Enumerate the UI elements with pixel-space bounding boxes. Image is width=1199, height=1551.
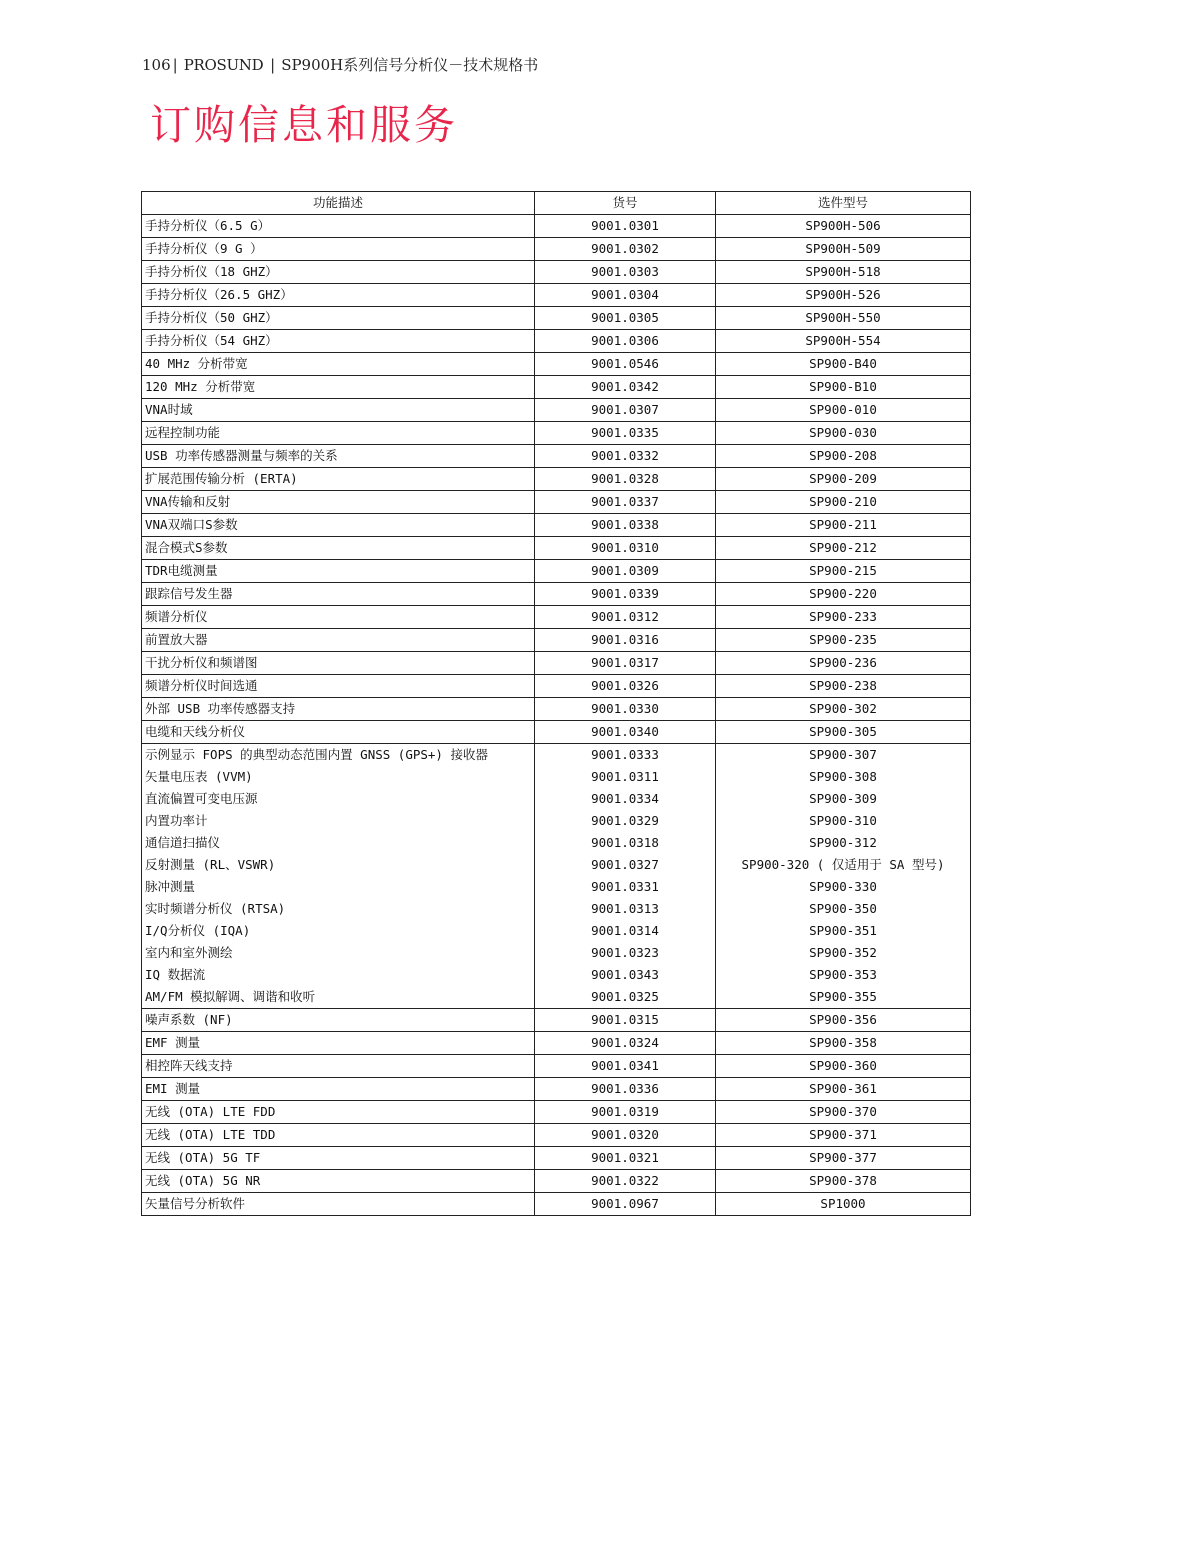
brand-name: PROSUND — [183, 56, 264, 74]
part-number: 9001.0335 — [535, 422, 716, 445]
part-number: 9001.0318 — [535, 832, 716, 854]
option-model: SP900-211 — [716, 514, 971, 537]
option-description: IQ 数据流 — [142, 964, 535, 986]
option-description: 矢量信号分析软件 — [142, 1193, 535, 1216]
option-model: SP900-220 — [716, 583, 971, 606]
option-description: 手持分析仪（26.5 GHZ） — [142, 284, 535, 307]
table-row — [142, 399, 971, 422]
part-number: 9001.0343 — [535, 964, 716, 986]
option-description: 无线 (OTA) 5G NR — [142, 1170, 535, 1193]
page-number: 106 — [142, 56, 171, 74]
option-model: SP900-210 — [716, 491, 971, 514]
option-model: SP900H-518 — [716, 261, 971, 284]
option-description: VNA时域 — [142, 399, 535, 422]
part-number: 9001.0326 — [535, 675, 716, 698]
part-number: 9001.0309 — [535, 560, 716, 583]
option-model: SP900-361 — [716, 1078, 971, 1101]
option-description: 手持分析仪（50 GHZ） — [142, 307, 535, 330]
part-number: 9001.0322 — [535, 1170, 716, 1193]
part-number: 9001.0301 — [535, 215, 716, 238]
option-description: 通信道扫描仪 — [142, 832, 535, 854]
part-number: 9001.0329 — [535, 810, 716, 832]
option-model: SP900-305 — [716, 721, 971, 744]
option-description: USB 功率传感器测量与频率的关系 — [142, 445, 535, 468]
column-header-option-model: 选件型号 — [716, 192, 971, 215]
part-number: 9001.0967 — [535, 1193, 716, 1216]
option-description: 矢量电压表 (VVM) — [142, 766, 535, 788]
table-row — [142, 721, 971, 744]
table-row — [142, 330, 971, 353]
part-number: 9001.0333 — [535, 744, 716, 767]
option-description: 内置功率计 — [142, 810, 535, 832]
option-model: SP900-356 — [716, 1009, 971, 1032]
option-model: SP900H-554 — [716, 330, 971, 353]
part-number: 9001.0325 — [535, 986, 716, 1009]
option-description: TDR电缆测量 — [142, 560, 535, 583]
table-row — [142, 514, 971, 537]
header-separator: | — [265, 56, 276, 74]
option-description: 手持分析仪（54 GHZ） — [142, 330, 535, 353]
table-row — [142, 215, 971, 238]
option-description: 40 MHz 分析带宽 — [142, 353, 535, 376]
table-row — [142, 491, 971, 514]
option-model: SP900-236 — [716, 652, 971, 675]
table-row — [142, 1055, 971, 1078]
table-row — [142, 766, 971, 788]
part-number: 9001.0328 — [535, 468, 716, 491]
part-number: 9001.0317 — [535, 652, 716, 675]
part-number: 9001.0330 — [535, 698, 716, 721]
option-model: SP900-378 — [716, 1170, 971, 1193]
part-number: 9001.0306 — [535, 330, 716, 353]
option-model: SP900-307 — [716, 744, 971, 767]
table-row — [142, 307, 971, 330]
table-row — [142, 261, 971, 284]
option-description: 反射测量 (RL、VSWR) — [142, 854, 535, 876]
table-row — [142, 942, 971, 964]
part-number: 9001.0327 — [535, 854, 716, 876]
option-model: SP900-371 — [716, 1124, 971, 1147]
table-row — [142, 964, 971, 986]
option-description: 无线 (OTA) LTE TDD — [142, 1124, 535, 1147]
option-model: SP900-215 — [716, 560, 971, 583]
option-model: SP900H-550 — [716, 307, 971, 330]
option-model: SP900-377 — [716, 1147, 971, 1170]
option-model: SP900-352 — [716, 942, 971, 964]
part-number: 9001.0332 — [535, 445, 716, 468]
part-number: 9001.0334 — [535, 788, 716, 810]
option-model: SP900-312 — [716, 832, 971, 854]
table-row — [142, 810, 971, 832]
option-description: EMF 测量 — [142, 1032, 535, 1055]
option-description: 远程控制功能 — [142, 422, 535, 445]
table-row — [142, 583, 971, 606]
column-header-part-number: 货号 — [535, 192, 716, 215]
part-number: 9001.0315 — [535, 1009, 716, 1032]
option-description: 前置放大器 — [142, 629, 535, 652]
part-number: 9001.0303 — [535, 261, 716, 284]
option-model: SP900-235 — [716, 629, 971, 652]
table-row — [142, 1170, 971, 1193]
option-description: 脉冲测量 — [142, 876, 535, 898]
table-row — [142, 422, 971, 445]
part-number: 9001.0321 — [535, 1147, 716, 1170]
part-number: 9001.0319 — [535, 1101, 716, 1124]
option-model: SP900-360 — [716, 1055, 971, 1078]
option-description: 手持分析仪（9 G ） — [142, 238, 535, 261]
part-number: 9001.0316 — [535, 629, 716, 652]
option-description: AM/FM 模拟解调、调谐和收听 — [142, 986, 535, 1009]
table-body — [142, 215, 971, 1216]
part-number: 9001.0313 — [535, 898, 716, 920]
option-description: 频谱分析仪时间选通 — [142, 675, 535, 698]
option-model: SP900-370 — [716, 1101, 971, 1124]
table-row — [142, 284, 971, 307]
option-model: SP900-209 — [716, 468, 971, 491]
part-number: 9001.0314 — [535, 920, 716, 942]
table-row — [142, 1101, 971, 1124]
option-model: SP900-353 — [716, 964, 971, 986]
option-description: 外部 USB 功率传感器支持 — [142, 698, 535, 721]
option-model: SP900-B40 — [716, 353, 971, 376]
option-description: 无线 (OTA) 5G TF — [142, 1147, 535, 1170]
option-model: SP900-351 — [716, 920, 971, 942]
option-description: 跟踪信号发生器 — [142, 583, 535, 606]
section-title: 订购信息和服务 — [150, 101, 458, 149]
option-description: VNA双端口S参数 — [142, 514, 535, 537]
option-description: 相控阵天线支持 — [142, 1055, 535, 1078]
table-row — [142, 606, 971, 629]
part-number: 9001.0337 — [535, 491, 716, 514]
part-number: 9001.0323 — [535, 942, 716, 964]
table-row — [142, 560, 971, 583]
table-row — [142, 376, 971, 399]
part-number: 9001.0338 — [535, 514, 716, 537]
table-row — [142, 445, 971, 468]
table-row — [142, 629, 971, 652]
table-row — [142, 1009, 971, 1032]
part-number: 9001.0324 — [535, 1032, 716, 1055]
part-number: 9001.0307 — [535, 399, 716, 422]
option-model: SP900-B10 — [716, 376, 971, 399]
part-number: 9001.0312 — [535, 606, 716, 629]
option-description: 直流偏置可变电压源 — [142, 788, 535, 810]
option-description: EMI 测量 — [142, 1078, 535, 1101]
option-description: 噪声系数 (NF) — [142, 1009, 535, 1032]
table-row — [142, 675, 971, 698]
table-row — [142, 788, 971, 810]
part-number: 9001.0340 — [535, 721, 716, 744]
option-description: 手持分析仪（6.5 G） — [142, 215, 535, 238]
option-description: 手持分析仪（18 GHZ） — [142, 261, 535, 284]
option-description: VNA传输和反射 — [142, 491, 535, 514]
option-model: SP900-233 — [716, 606, 971, 629]
table-row — [142, 832, 971, 854]
table-header-row — [142, 192, 971, 215]
part-number: 9001.0311 — [535, 766, 716, 788]
option-description: 示例显示 FOPS 的典型动态范围内置 GNSS (GPS+) 接收器 — [142, 744, 535, 767]
option-model: SP900H-509 — [716, 238, 971, 261]
part-number: 9001.0336 — [535, 1078, 716, 1101]
table-row — [142, 1124, 971, 1147]
table-row — [142, 238, 971, 261]
table-row — [142, 1032, 971, 1055]
ordering-table — [141, 191, 971, 1216]
table-row — [142, 1147, 971, 1170]
table-row — [142, 1193, 971, 1216]
option-model: SP900-238 — [716, 675, 971, 698]
option-model: SP900-310 — [716, 810, 971, 832]
header-separator: | — [172, 56, 178, 74]
part-number: 9001.0305 — [535, 307, 716, 330]
option-description: 室内和室外测绘 — [142, 942, 535, 964]
part-number: 9001.0320 — [535, 1124, 716, 1147]
part-number: 9001.0546 — [535, 353, 716, 376]
option-model: SP900H-526 — [716, 284, 971, 307]
option-model: SP900-355 — [716, 986, 971, 1009]
column-header-description: 功能描述 — [142, 192, 535, 215]
option-model: SP900-320 ( 仅适用于 SA 型号) — [716, 854, 971, 876]
table-row — [142, 744, 971, 767]
running-header — [142, 54, 538, 75]
option-description: 120 MHz 分析带宽 — [142, 376, 535, 399]
option-model: SP900-212 — [716, 537, 971, 560]
option-model: SP900-010 — [716, 399, 971, 422]
part-number: 9001.0302 — [535, 238, 716, 261]
option-description: 实时频谱分析仪 (RTSA) — [142, 898, 535, 920]
option-description: 干扰分析仪和频谱图 — [142, 652, 535, 675]
part-number: 9001.0310 — [535, 537, 716, 560]
table-row — [142, 986, 971, 1009]
option-description: I/Q分析仪 (IQA) — [142, 920, 535, 942]
option-model: SP900-208 — [716, 445, 971, 468]
option-description: 无线 (OTA) LTE FDD — [142, 1101, 535, 1124]
table-row — [142, 898, 971, 920]
part-number: 9001.0304 — [535, 284, 716, 307]
table-row — [142, 698, 971, 721]
part-number: 9001.0342 — [535, 376, 716, 399]
table-row — [142, 854, 971, 876]
option-model: SP900-309 — [716, 788, 971, 810]
option-model: SP900-302 — [716, 698, 971, 721]
option-description: 电缆和天线分析仪 — [142, 721, 535, 744]
option-description: 频谱分析仪 — [142, 606, 535, 629]
part-number: 9001.0331 — [535, 876, 716, 898]
option-model: SP1000 — [716, 1193, 971, 1216]
option-model: SP900-358 — [716, 1032, 971, 1055]
table-row — [142, 1078, 971, 1101]
document-title: SP900H系列信号分析仪－技术规格书 — [281, 56, 539, 74]
option-model: SP900-330 — [716, 876, 971, 898]
table-row — [142, 876, 971, 898]
table-row — [142, 920, 971, 942]
table-row — [142, 537, 971, 560]
option-model: SP900-308 — [716, 766, 971, 788]
part-number: 9001.0339 — [535, 583, 716, 606]
table-row — [142, 652, 971, 675]
table-row — [142, 468, 971, 491]
option-model: SP900-030 — [716, 422, 971, 445]
option-model: SP900-350 — [716, 898, 971, 920]
option-description: 扩展范围传输分析 (ERTA) — [142, 468, 535, 491]
option-description: 混合模式S参数 — [142, 537, 535, 560]
part-number: 9001.0341 — [535, 1055, 716, 1078]
option-model: SP900H-506 — [716, 215, 971, 238]
table-row — [142, 353, 971, 376]
